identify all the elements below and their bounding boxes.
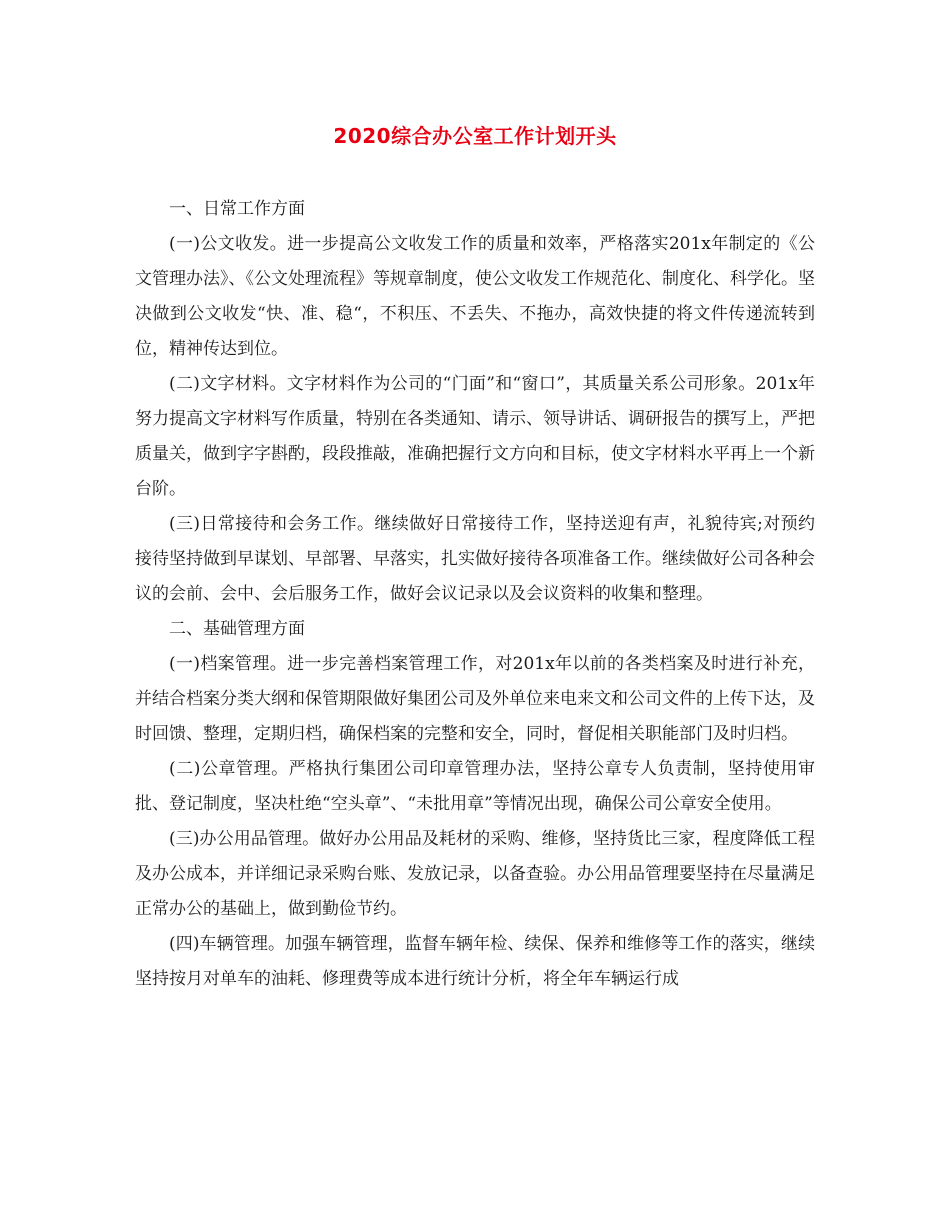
paragraph-document-handling: (一)公文收发。进一步提高公文收发工作的质量和效率，严格落实201x年制定的《公文管理办法》、《公文处理流程》等规章制度，使公文收发工作规范化、制度化、科学化。坚决做到公文收发“快、准、稳“，不积压、不丢失、不拖办，高效快捷的将文件传递流转到位，精神传达到位。 — [135, 234, 815, 359]
paragraph-seal-management: (二)公章管理。严格执行集团公司印章管理办法，坚持公章专人负责制，坚持使用审批、登记制度，坚决杜绝“空头章”、“未批用章”等情况出现，确保公司公章安全使用。 — [135, 759, 815, 814]
paragraph-office-supplies: (三)办公用品管理。做好办公用品及耗材的采购、维修，坚持货比三家，程度降低工程及办公成本，并详细记录采购台账、发放记录，以备查验。办公用品管理要坚持在尽量满足正常办公的基础上，做到勤俭节约。 — [135, 829, 815, 919]
paragraph-vehicle-management: (四)车辆管理。加强车辆管理，监督车辆年检、续保、保养和维修等工作的落实，继续坚持按月对单车的油耗、修理费等成本进行统计分析，将全年车辆运行成 — [135, 934, 815, 989]
section-heading-daily-work: 一、日常工作方面 — [169, 199, 305, 219]
paragraph-reception-meetings: (三)日常接待和会务工作。继续做好日常接待工作，坚持送迎有声，礼貌待宾;对预约接待坚持做到早谋划、早部署、早落实，扎实做好接待各项准备工作。继续做好公司各种会议的会前、会中、会后服务工作，做好会议记录以及会议资料的收集和整理。 — [135, 514, 815, 604]
paragraph-archive-management: (一)档案管理。进一步完善档案管理工作，对201x年以前的各类档案及时进行补充，并结合档案分类大纲和保管期限做好集团公司及外单位来电来文和公司文件的上传下达，及时回馈、整理，定期归档，确保档案的完整和安全，同时，督促相关职能部门及时归档。 — [135, 654, 815, 744]
document-title: 2020综合办公室工作计划开头 — [333, 124, 617, 148]
document-body — [135, 192, 815, 997]
paragraph-written-materials: (二)文字材料。文字材料作为公司的“门面”和“窗口”，其质量关系公司形象。201x年努力提高文字材料写作质量，特别在各类通知、请示、领导讲话、调研报告的撰写上，严把质量关，做到字字斟酌，段段推敲，准确把握行文方向和目标，使文字材料水平再上一个新台阶。 — [135, 374, 815, 499]
section-heading-basic-management: 二、基础管理方面 — [169, 619, 305, 639]
